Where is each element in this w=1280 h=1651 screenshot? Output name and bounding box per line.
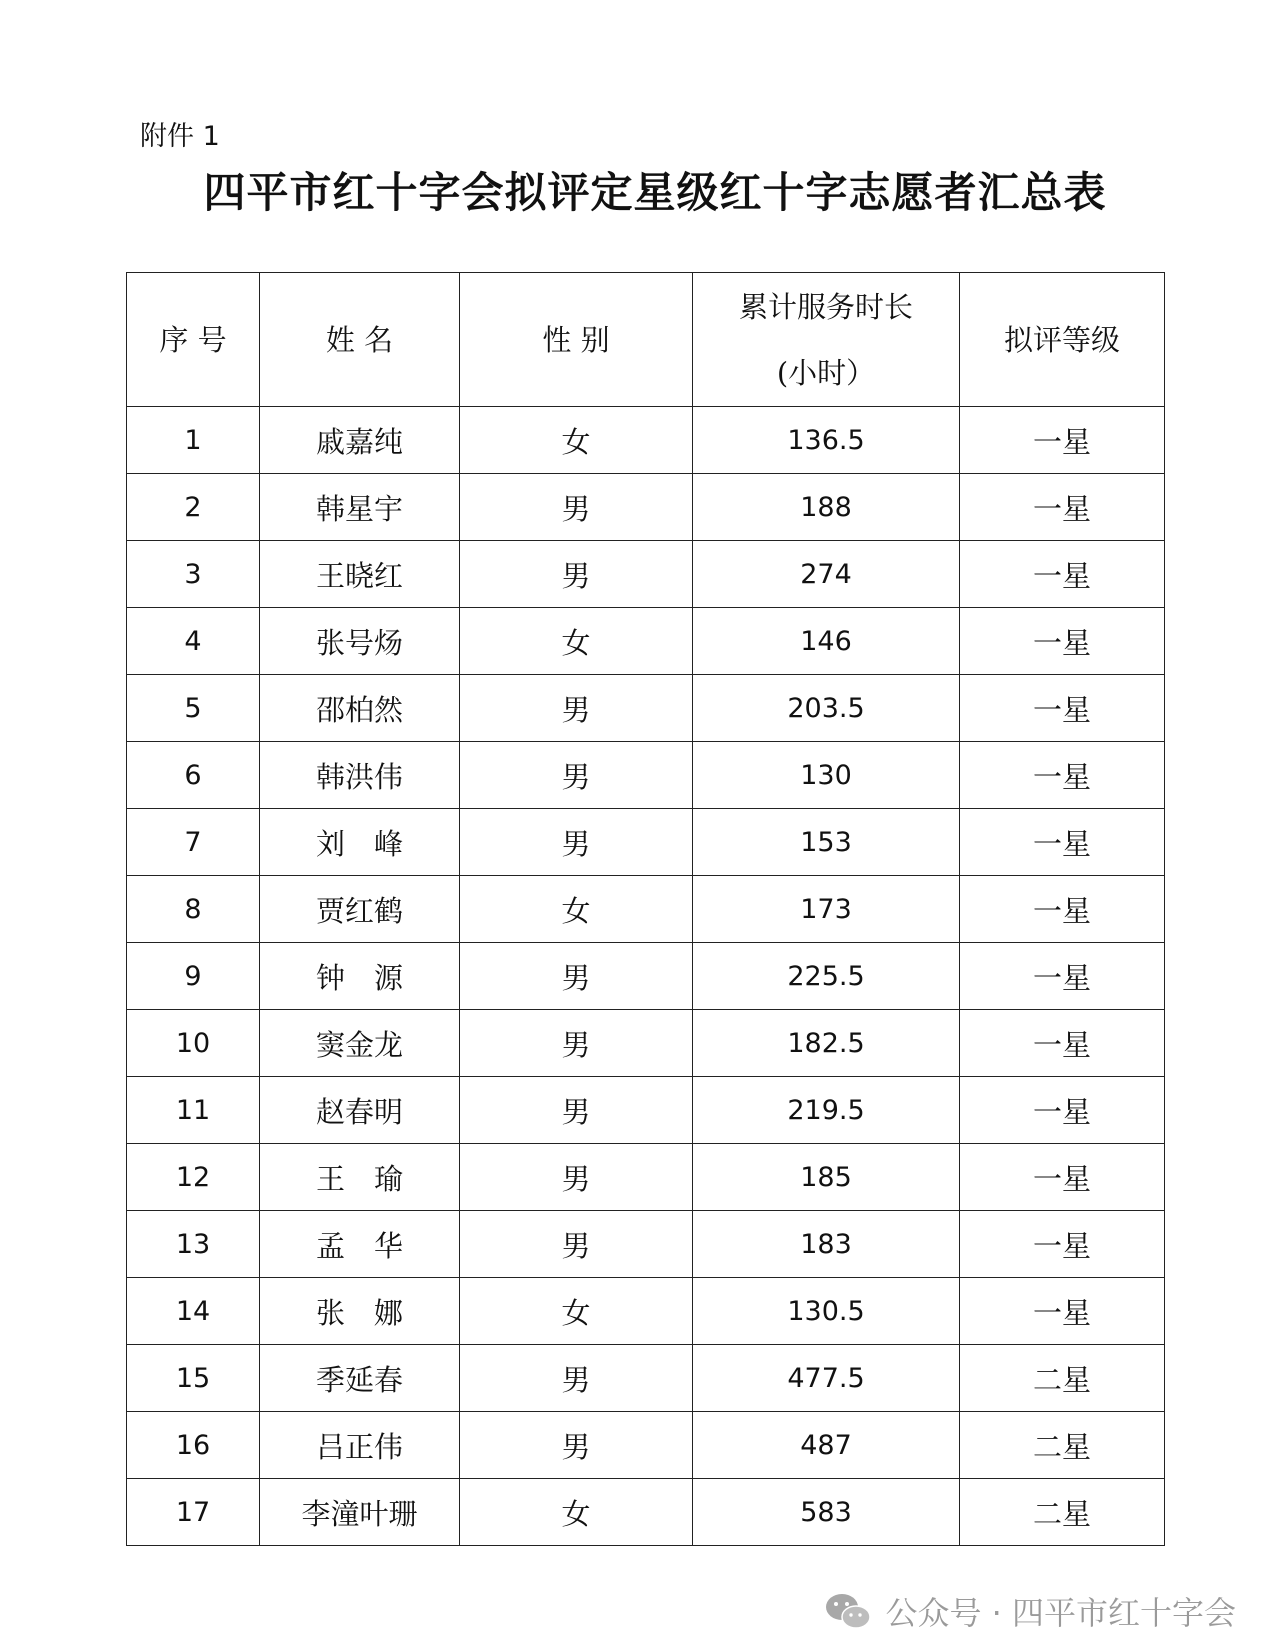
cell-hours: 487 (693, 1412, 960, 1479)
table-row (127, 1010, 1165, 1077)
cell-index: 5 (127, 675, 260, 742)
cell-name: 吕正伟 (260, 1412, 460, 1479)
cell-hours: 130 (693, 742, 960, 809)
cell-index: 11 (127, 1077, 260, 1144)
cell-hours: 188 (693, 474, 960, 541)
cell-name: 季延春 (260, 1345, 460, 1412)
table-row (127, 1345, 1165, 1412)
cell-hours: 219.5 (693, 1077, 960, 1144)
table-row (127, 1144, 1165, 1211)
table-row (127, 1412, 1165, 1479)
cell-gender: 男 (460, 474, 693, 541)
table-row (127, 742, 1165, 809)
cell-name: 戚嘉纯 (260, 407, 460, 474)
table-row (127, 1077, 1165, 1144)
cell-hours: 182.5 (693, 1010, 960, 1077)
cell-hours: 183 (693, 1211, 960, 1278)
cell-name: 赵春明 (260, 1077, 460, 1144)
header-hours (693, 273, 960, 407)
cell-grade: 一星 (960, 541, 1165, 608)
cell-index: 15 (127, 1345, 260, 1412)
cell-grade: 一星 (960, 943, 1165, 1010)
cell-index: 4 (127, 608, 260, 675)
cell-index: 7 (127, 809, 260, 876)
cell-index: 1 (127, 407, 260, 474)
cell-gender: 男 (460, 1010, 693, 1077)
table-row (127, 876, 1165, 943)
cell-gender: 女 (460, 407, 693, 474)
cell-name: 韩洪伟 (260, 742, 460, 809)
cell-index: 6 (127, 742, 260, 809)
cell-name: 邵柏然 (260, 675, 460, 742)
cell-gender: 女 (460, 1278, 693, 1345)
cell-index: 2 (127, 474, 260, 541)
cell-hours: 583 (693, 1479, 960, 1546)
table-row (127, 541, 1165, 608)
cell-index: 17 (127, 1479, 260, 1546)
cell-hours: 477.5 (693, 1345, 960, 1412)
cell-name: 窦金龙 (260, 1010, 460, 1077)
cell-hours: 225.5 (693, 943, 960, 1010)
header-index: 序 号 (127, 273, 260, 407)
cell-gender: 女 (460, 1479, 693, 1546)
cell-grade: 二星 (960, 1479, 1165, 1546)
cell-grade: 一星 (960, 1278, 1165, 1345)
cell-name: 钟 源 (260, 943, 460, 1010)
cell-grade: 一星 (960, 1077, 1165, 1144)
cell-name: 王 瑜 (260, 1144, 460, 1211)
table-row (127, 809, 1165, 876)
table-row (127, 407, 1165, 474)
cell-index: 14 (127, 1278, 260, 1345)
cell-grade: 一星 (960, 1211, 1165, 1278)
document-title: 四平市红十字会拟评定星级红十字志愿者汇总表 (203, 168, 1107, 217)
header-hours-line2: (小时） (776, 355, 876, 390)
cell-gender: 男 (460, 1144, 693, 1211)
cell-index: 13 (127, 1211, 260, 1278)
cell-gender: 男 (460, 742, 693, 809)
table-row (127, 1278, 1165, 1345)
cell-grade: 一星 (960, 1010, 1165, 1077)
cell-gender: 男 (460, 1077, 693, 1144)
volunteer-summary-table (126, 272, 1165, 1546)
cell-gender: 男 (460, 541, 693, 608)
table-row (127, 1211, 1165, 1278)
cell-hours: 185 (693, 1144, 960, 1211)
cell-index: 9 (127, 943, 260, 1010)
cell-grade: 一星 (960, 1144, 1165, 1211)
header-name: 姓 名 (260, 273, 460, 407)
cell-hours: 274 (693, 541, 960, 608)
cell-grade: 一星 (960, 474, 1165, 541)
cell-grade: 一星 (960, 809, 1165, 876)
cell-grade: 二星 (960, 1412, 1165, 1479)
table-row (127, 608, 1165, 675)
table-row (127, 675, 1165, 742)
cell-name: 刘 峰 (260, 809, 460, 876)
attachment-label: 附件 1 (140, 121, 220, 152)
cell-index: 10 (127, 1010, 260, 1077)
header-hours-line1: 累计服务时长 (738, 289, 913, 324)
cell-index: 12 (127, 1144, 260, 1211)
watermark-text: 公众号 · 四平市红十字会 (885, 1594, 1236, 1632)
cell-index: 3 (127, 541, 260, 608)
cell-grade: 一星 (960, 742, 1165, 809)
cell-name: 贾红鹤 (260, 876, 460, 943)
table-row (127, 1479, 1165, 1546)
cell-name: 王晓红 (260, 541, 460, 608)
cell-hours: 153 (693, 809, 960, 876)
cell-grade: 一星 (960, 608, 1165, 675)
cell-name: 李潼叶珊 (260, 1479, 460, 1546)
cell-gender: 男 (460, 675, 693, 742)
wechat-icon (823, 1591, 873, 1631)
cell-hours: 203.5 (693, 675, 960, 742)
table-row (127, 943, 1165, 1010)
header-grade: 拟评等级 (960, 273, 1165, 407)
cell-name: 张 娜 (260, 1278, 460, 1345)
cell-gender: 男 (460, 1345, 693, 1412)
cell-grade: 一星 (960, 876, 1165, 943)
cell-hours: 146 (693, 608, 960, 675)
watermark (823, 1588, 1236, 1634)
header-gender: 性 别 (460, 273, 693, 407)
cell-index: 16 (127, 1412, 260, 1479)
cell-name: 韩星宇 (260, 474, 460, 541)
cell-hours: 173 (693, 876, 960, 943)
cell-name: 孟 华 (260, 1211, 460, 1278)
cell-grade: 一星 (960, 675, 1165, 742)
cell-hours: 130.5 (693, 1278, 960, 1345)
table-row (127, 474, 1165, 541)
cell-gender: 女 (460, 876, 693, 943)
cell-grade: 二星 (960, 1345, 1165, 1412)
cell-grade: 一星 (960, 407, 1165, 474)
cell-hours: 136.5 (693, 407, 960, 474)
cell-index: 8 (127, 876, 260, 943)
cell-gender: 男 (460, 943, 693, 1010)
cell-gender: 男 (460, 809, 693, 876)
table-header-row (127, 273, 1165, 407)
cell-name: 张号炀 (260, 608, 460, 675)
cell-gender: 男 (460, 1412, 693, 1479)
cell-gender: 女 (460, 608, 693, 675)
cell-gender: 男 (460, 1211, 693, 1278)
